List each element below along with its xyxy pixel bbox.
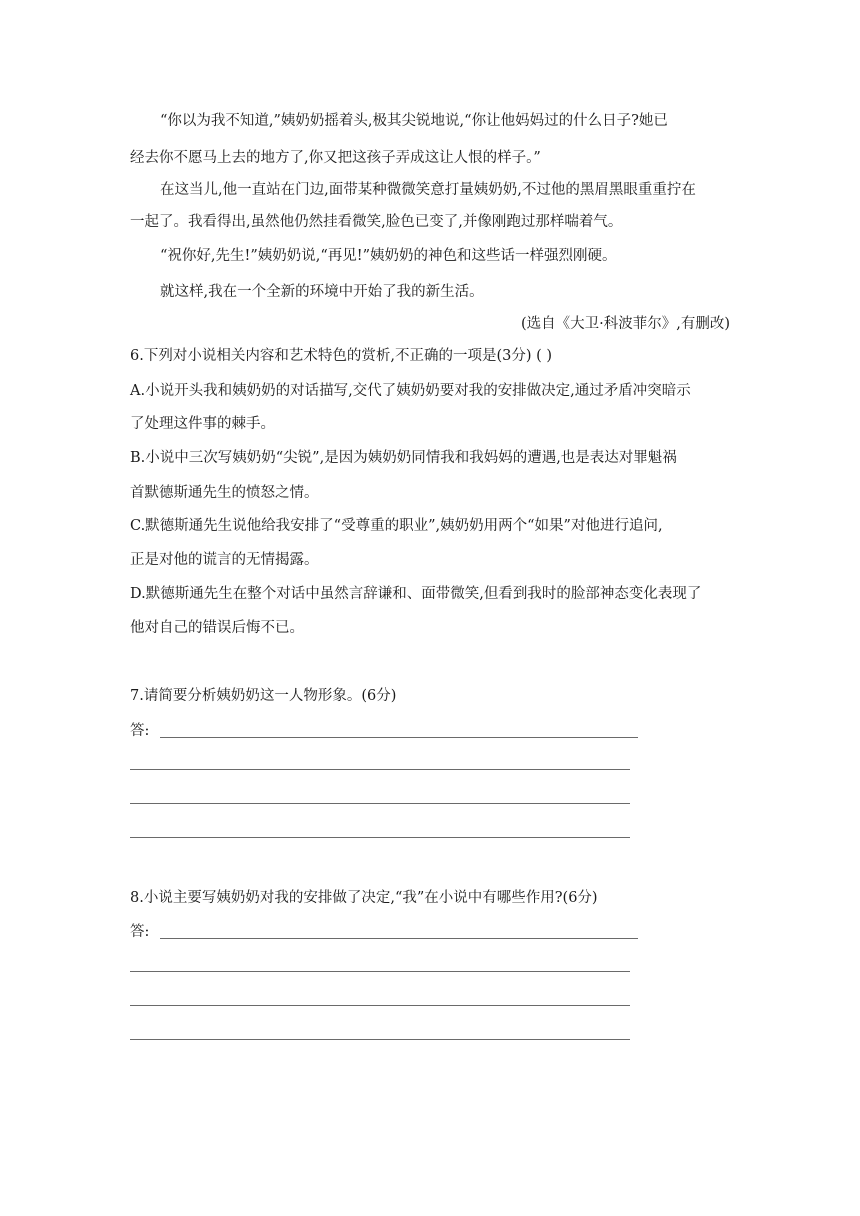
q7-answer-label: 答: bbox=[130, 723, 150, 739]
q7-answer-line[interactable] bbox=[160, 737, 638, 738]
passage-line: 就这样,我在一个全新的环境中开始了我的新生活。 bbox=[160, 284, 484, 300]
q6-option-a-line2: 了处理这件事的棘手。 bbox=[130, 416, 275, 432]
q8-stem: 8.小说主要写姨奶奶对我的安排做了决定,“我”在小说中有哪些作用?(6分) bbox=[130, 890, 598, 906]
passage-line: 一起了。我看得出,虽然他仍然挂看微笑,脸色已变了,并像刚跑过那样喘着气。 bbox=[130, 214, 623, 230]
q6-option-d-line1: D.默德斯通先生在整个对话中虽然言辞谦和、面带微笑,但看到我时的脸部神态变化表现了 bbox=[130, 586, 702, 602]
q8-answer-line[interactable] bbox=[160, 938, 638, 939]
passage-line: 在这当儿,他一直站在门边,面带某种微微笑意打量姨奶奶,不过他的黑眉黑眼重重拧在 bbox=[160, 182, 696, 198]
q6-option-b-line1: B.小说中三次写姨奶奶“尖锐”,是因为姨奶奶同情我和我妈妈的遭遇,也是表达对罪魁祸 bbox=[130, 450, 677, 466]
q7-answer-line[interactable] bbox=[130, 837, 630, 838]
q8-answer-line[interactable] bbox=[130, 1005, 630, 1006]
passage-line: “祝你好,先生!”姨奶奶说,“再见!”姨奶奶的神色和这些话一样强烈刚硬。 bbox=[160, 248, 617, 264]
q7-stem: 7.请简要分析姨奶奶这一人物形象。(6分) bbox=[130, 688, 397, 704]
q6-option-c-line1: C.默德斯通先生说他给我安排了“受尊重的职业”,姨奶奶用两个“如果”对他进行追问, bbox=[130, 518, 663, 534]
q8-answer-line[interactable] bbox=[130, 1039, 630, 1040]
q6-option-a-line1: A.小说开头我和姨奶奶的对话描写,交代了姨奶奶要对我的安排做决定,通过矛盾冲突暗示 bbox=[130, 383, 691, 399]
q7-answer-line[interactable] bbox=[130, 803, 630, 804]
q6-stem: 6.下列对小说相关内容和艺术特色的赏析,不正确的一项是(3分) ( ) bbox=[130, 348, 553, 364]
passage-line: 经去你不愿马上去的地方了,你又把这孩子弄成这让人恨的样子。” bbox=[130, 150, 541, 166]
q8-answer-label: 答: bbox=[130, 924, 150, 940]
q7-answer-line[interactable] bbox=[130, 769, 630, 770]
q6-option-d-line2: 他对自己的错误后悔不已。 bbox=[130, 620, 304, 636]
passage-line: “你以为我不知道,”姨奶奶摇着头,极其尖锐地说,“你让他妈妈过的什么日子?她已 bbox=[160, 113, 668, 129]
q6-option-c-line2: 正是对他的谎言的无情揭露。 bbox=[130, 552, 319, 568]
q6-option-b-line2: 首默德斯通先生的愤怒之情。 bbox=[130, 485, 319, 501]
q8-answer-line[interactable] bbox=[130, 971, 630, 972]
passage-source: (选自《大卫·科波菲尔》,有删改) bbox=[520, 316, 730, 332]
